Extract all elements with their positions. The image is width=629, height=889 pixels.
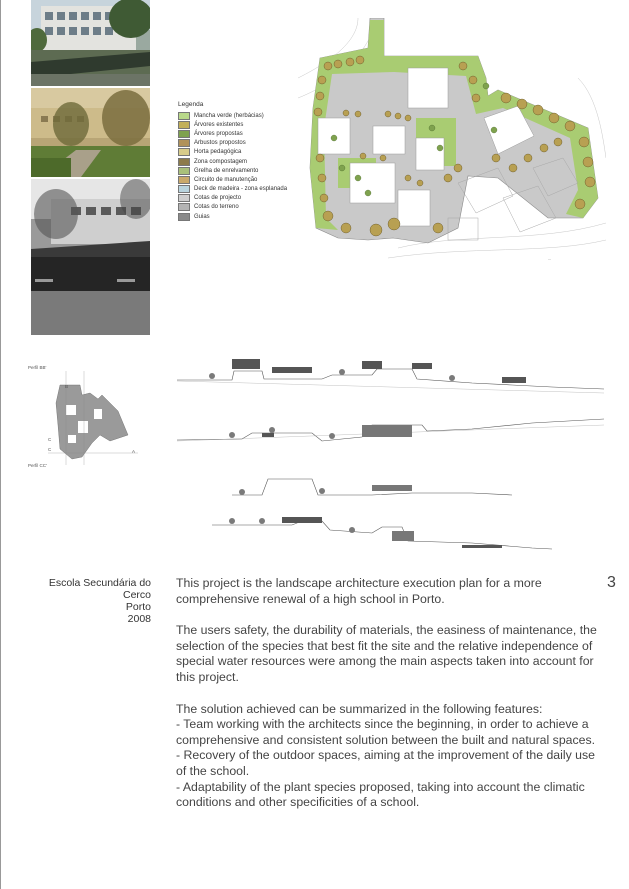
- legend-label: Cotas do terreno: [194, 204, 239, 211]
- photo-school-exterior: [31, 0, 150, 86]
- legend-label: Arbustos propostos: [194, 140, 246, 147]
- legend-item: [178, 212, 287, 221]
- text-line: The solution achieved can be summarized in the following features:: [176, 701, 543, 716]
- section-marker: A: [132, 449, 136, 454]
- legend-swatch: [178, 139, 190, 147]
- legend-label: Zona compostagem: [194, 158, 248, 165]
- paragraph: [176, 702, 606, 811]
- text-line: - Recovery of the outdoor spaces, aiming at the improvement of the daily use: [176, 748, 595, 763]
- text-line: - Team working with the architects since the beginning, in order to achieve a: [176, 717, 589, 732]
- section-label-cc: Perfil CC': [28, 463, 47, 468]
- legend-label: Árvores existentes: [194, 121, 244, 128]
- photo-school-courtyard: [31, 179, 150, 335]
- photo-school-garden: [31, 88, 150, 177]
- legend-label: Horta pedagógica: [194, 149, 242, 156]
- section-marker: C: [48, 437, 52, 442]
- legend-swatch: [178, 194, 190, 202]
- site-plan-drawing: [298, 18, 606, 269]
- section-key-map: [28, 365, 148, 475]
- text-line: this project.: [176, 669, 239, 684]
- legend-swatch: [178, 148, 190, 156]
- legend-label: Cotas de projecto: [194, 195, 242, 202]
- legend-item: [178, 120, 287, 129]
- legend-swatch: [178, 185, 190, 193]
- text-line: special water resources were among the main aspects taken into account for: [176, 654, 594, 669]
- paragraph: [176, 576, 606, 607]
- legend-label: Árvores propostas: [194, 130, 243, 137]
- text-line: selection of the species that best fit the site and the relative independence of: [176, 638, 593, 653]
- legend-item: [178, 148, 287, 157]
- text-line: of the school.: [176, 763, 250, 778]
- project-description: [176, 576, 606, 827]
- text-line: The users safety, the durability of materials, the easiness of maintenance, the: [176, 623, 597, 638]
- legend-item: [178, 185, 287, 194]
- site-sections-drawing: [172, 345, 608, 568]
- legend-swatch: [178, 112, 190, 120]
- legend-label: Deck de madeira - zona esplanada: [194, 186, 288, 193]
- legend-item: [178, 129, 287, 138]
- legend-label: Mancha verde (herbácias): [194, 112, 264, 119]
- paragraph: [176, 623, 606, 685]
- legend-label: Guias: [194, 213, 210, 220]
- text-line: conditions and other specificities of a school.: [176, 795, 420, 810]
- text-line: This project is the landscape architecture execution plan for a more: [176, 576, 542, 590]
- legend-swatch: [178, 158, 190, 166]
- project-year: 2008: [127, 613, 151, 625]
- legend-title: Legenda: [178, 101, 204, 108]
- project-name: Escola Secundária do Cerco: [48, 577, 151, 601]
- page-number: 3: [607, 574, 616, 591]
- legend-label: Grelha de enrelvamento: [194, 167, 259, 174]
- site-plan-legend: [178, 101, 287, 221]
- legend-label: Circuito de manutenção: [194, 176, 258, 183]
- legend-swatch: [178, 213, 190, 221]
- legend-item: [178, 194, 287, 203]
- legend-item: [178, 111, 287, 120]
- legend-item: [178, 139, 287, 148]
- legend-swatch: [178, 121, 190, 129]
- project-city: Porto: [125, 601, 151, 613]
- svg-text:—: —: [548, 257, 551, 261]
- legend-item: [178, 203, 287, 212]
- legend-item: [178, 166, 287, 175]
- legend-item: [178, 157, 287, 166]
- legend-swatch: [178, 203, 190, 211]
- text-line: - Adaptability of the plant species proposed, taking into account the climatic: [176, 779, 585, 794]
- section-label-bb: Perfil BB': [28, 365, 47, 370]
- page-edge: [0, 0, 1, 889]
- text-line: comprehensive and consistent solution between the built and natural spaces.: [176, 732, 596, 747]
- text-line: comprehensive renewal of a high school in Porto.: [176, 591, 445, 606]
- legend-swatch: [178, 176, 190, 184]
- section-marker: B: [65, 384, 69, 389]
- section-marker: C: [48, 447, 52, 452]
- legend-item: [178, 175, 287, 184]
- legend-swatch: [178, 130, 190, 138]
- project-caption: [31, 577, 151, 625]
- legend-swatch: [178, 167, 190, 175]
